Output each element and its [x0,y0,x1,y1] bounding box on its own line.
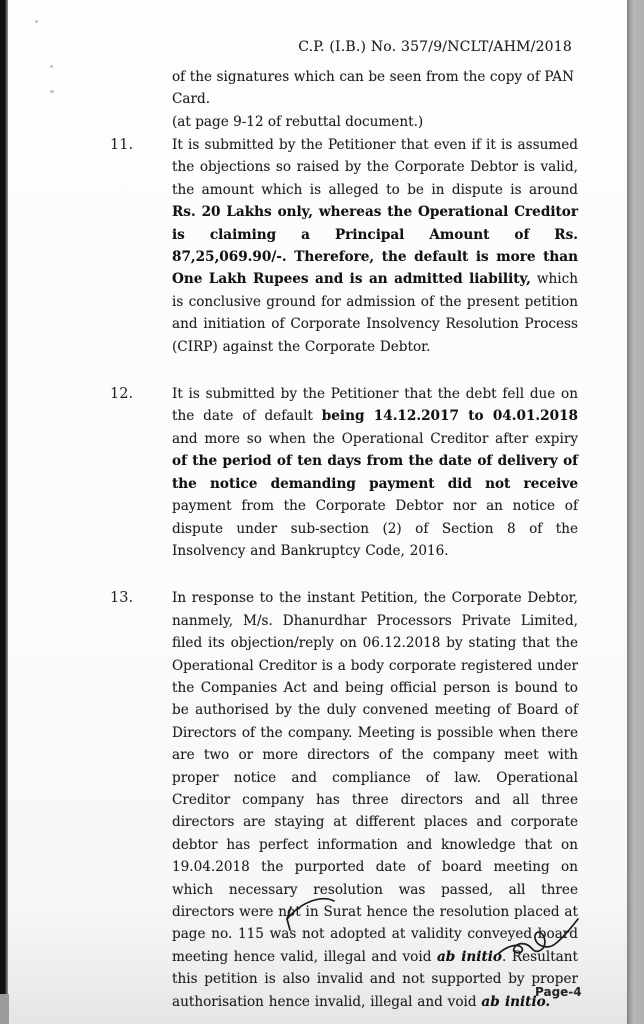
scan-speck [35,20,38,23]
page-number-label: Page-4 [535,985,582,999]
paragraph-text: It is submitted by the Petitioner that even if it is assumed the objections so raised by the Corporate Debtor is valid, the amount which is alleged to be in dispute is around Rs. 20 Lakhs only, whereas the Operational Creditor is claiming a Principal Amount of Rs. 87,25,069.90/-. Therefore, the default is more than One Lakh Rupees and is an admitted liability, which is conclusive ground for admission of the present petition and initiation of Corporate Insolvency Resolution Process (CIRP) against the Corporate Debtor. [172,137,578,355]
paragraph-list [110,134,578,1024]
intro-line: of the signatures which can be seen from the copy of PAN Card. [172,69,574,108]
scan-speck [50,90,54,93]
case-number: C.P. (I.B.) No. 357/9/NCLT/AHM/2018 [298,39,572,55]
paragraph-number: 13. [110,590,134,607]
intro-text [172,66,574,133]
paragraph [110,383,578,562]
scan-edge-left-tail [0,994,9,1024]
paragraph-text: It is submitted by the Petitioner that the debt fell due on the date of default being 14.12.2017 to 04.01.2018 and more so when the Operational Creditor after expiry of the period of ten days from the date of delivery of the notice demanding payment did not receive payment from the Corporate Debtor nor an notice of dispute under sub-section (2) of Section 8 of the Insolvency and Bankruptcy Code, 2016. [172,386,578,559]
paragraph-number: 11. [110,137,134,153]
paragraph-text: In response to the instant Petition, the Corporate Debtor, nanmely, M/s. Dhanurdhar Processors Private Limited, filed its objection/reply on 06.12.2018 by stating that the Operational Creditor is a body corporate registered under the Companies Act and being official person is bound to be authorised by the duly convened meeting of Board of Directors of the company. Meeting is possible when there are two or more directors of the company meet with proper notice and compliance of law. Operational Creditor company has three directors and all three directors are staying at different places and corporate debtor has perfect information and knowledge that on 19.04.2018 the purported date of board meeting on which necessary resolution was passed, all three directors were not in Surat hence the resolution placed at page no. 115 was not adopted at validity conveyed board meeting hence valid, illegal and void ab initio. Resultant this petition is also invalid and not supported by proper authorisation hence invalid, illegal and void ab initio. [172,590,578,1010]
scan-edge-left [0,0,8,994]
scan-edge-right [627,0,644,1024]
scan-speck [50,65,53,68]
intro-line: (at page 9-12 of rebuttal document.) [172,113,424,130]
paragraph-number: 12. [110,386,134,403]
paragraph [110,134,578,358]
paragraph [110,587,578,1013]
